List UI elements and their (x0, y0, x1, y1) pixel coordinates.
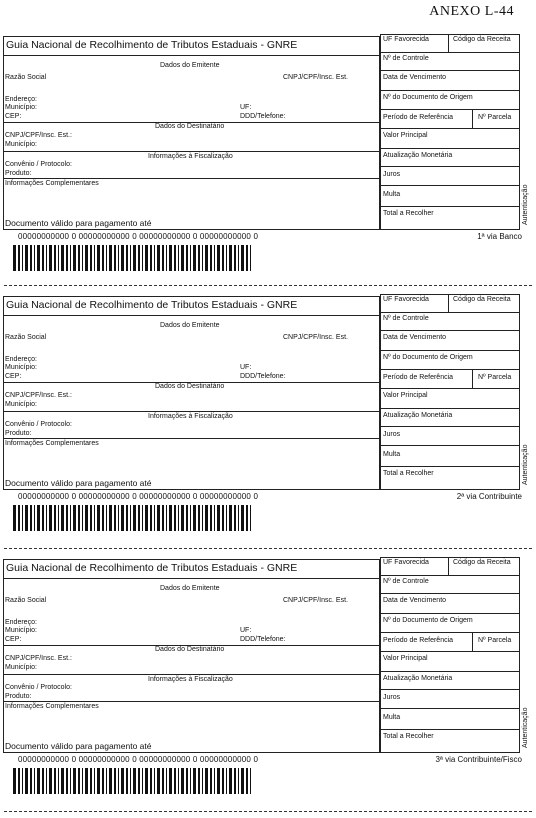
n-documento-origem-label: Nº do Documento de Origem (383, 617, 473, 624)
via-label: 1ª via Banco (477, 232, 522, 241)
autenticacao-label: Autenticação (522, 184, 529, 225)
data-vencimento-label: Data de Vencimento (383, 334, 447, 341)
uf-label: UF: (240, 364, 252, 371)
endereco-label: Endereço: (5, 356, 37, 363)
multa-label: Multa (383, 451, 401, 458)
cnpj-destinatario-label: CNPJ/CPF/Insc. Est.: (5, 132, 72, 139)
barcode (13, 505, 251, 531)
via-label: 2ª via Contribuinte (456, 492, 522, 501)
cnpj-emitente-label: CNPJ/CPF/Insc. Est. (283, 334, 348, 341)
form-title: Guia Nacional de Recolhimento de Tributos Estaduais - GNRE (6, 562, 298, 574)
valor-principal-label: Valor Principal (383, 655, 428, 662)
juros-label: Juros (383, 171, 401, 178)
juros-label: Juros (383, 694, 401, 701)
total-recolher-label: Total a Recolher (383, 733, 434, 740)
periodo-referencia-label: Período de Referência (383, 114, 454, 121)
gnre-copy-2 (0, 290, 536, 540)
dados-destinatario-label: Dados do Destinatário (155, 383, 225, 390)
uf-favorecida-label: UF Favorecida (383, 296, 429, 303)
data-vencimento-label: Data de Vencimento (383, 74, 447, 81)
juros-label: Juros (383, 431, 401, 438)
n-controle-label: Nº de Controle (383, 55, 429, 62)
ddd-telefone-label: DDD/Telefone: (240, 113, 286, 120)
cep-label: CEP: (5, 636, 22, 643)
n-controle-label: Nº de Controle (383, 315, 429, 322)
convenio-label: Convênio / Protocolo: (5, 421, 72, 428)
codigo-receita-label: Código da Receita (453, 559, 511, 566)
municipio-dest-label: Município: (5, 664, 37, 671)
atualizacao-monetaria-label: Atualização Monetária (383, 152, 453, 159)
produto-label: Produto: (5, 170, 32, 177)
dados-emitente-label: Dados do Emitente (160, 62, 220, 69)
periodo-referencia-label: Período de Referência (383, 374, 454, 381)
produto-label: Produto: (5, 693, 32, 700)
info-fiscalizacao-label: Informações à Fiscalização (148, 676, 233, 683)
form-title: Guia Nacional de Recolhimento de Tributos Estaduais - GNRE (6, 299, 298, 311)
info-fiscalizacao-label: Informações à Fiscalização (148, 153, 233, 160)
uf-label: UF: (240, 627, 252, 634)
ddd-telefone-label: DDD/Telefone: (240, 373, 286, 380)
documento-valido-label: Documento válido para pagamento até (5, 218, 152, 228)
multa-label: Multa (383, 191, 401, 198)
endereco-label: Endereço: (5, 619, 37, 626)
cnpj-destinatario-label: CNPJ/CPF/Insc. Est.: (5, 392, 72, 399)
info-complementares-label: Informações Complementares (5, 703, 99, 710)
cut-line (4, 811, 532, 812)
total-recolher-label: Total a Recolher (383, 210, 434, 217)
ddd-telefone-label: DDD/Telefone: (240, 636, 286, 643)
valor-principal-label: Valor Principal (383, 392, 428, 399)
codigo-receita-label: Código da Receita (453, 36, 511, 43)
n-parcela-label: Nº Parcela (478, 114, 512, 121)
uf-favorecida-label: UF Favorecida (383, 559, 429, 566)
valor-principal-label: Valor Principal (383, 132, 428, 139)
barcode-digits: 00000000000 0 00000000000 0 00000000000 0 00000000000 0 (18, 755, 259, 764)
dados-destinatario-label: Dados do Destinatário (155, 646, 225, 653)
dados-destinatario-label: Dados do Destinatário (155, 123, 225, 130)
barcode-digits: 00000000000 0 00000000000 0 00000000000 0 00000000000 0 (18, 232, 259, 241)
cut-line (4, 548, 532, 549)
documento-valido-label: Documento válido para pagamento até (5, 741, 152, 751)
uf-favorecida-label: UF Favorecida (383, 36, 429, 43)
codigo-receita-label: Código da Receita (453, 296, 511, 303)
dados-emitente-label: Dados do Emitente (160, 322, 220, 329)
gnre-copy-1 (0, 30, 536, 280)
n-parcela-label: Nº Parcela (478, 374, 512, 381)
cep-label: CEP: (5, 373, 22, 380)
data-vencimento-label: Data de Vencimento (383, 597, 447, 604)
multa-label: Multa (383, 714, 401, 721)
barcode (13, 768, 251, 794)
convenio-label: Convênio / Protocolo: (5, 684, 72, 691)
municipio-dest-label: Município: (5, 401, 37, 408)
atualizacao-monetaria-label: Atualização Monetária (383, 675, 453, 682)
municipio-label: Município: (5, 104, 37, 111)
cep-label: CEP: (5, 113, 22, 120)
uf-label: UF: (240, 104, 252, 111)
convenio-label: Convênio / Protocolo: (5, 161, 72, 168)
razao-social-label: Razão Social (5, 334, 47, 341)
n-controle-label: Nº de Controle (383, 578, 429, 585)
barcode (13, 245, 251, 271)
dados-emitente-label: Dados do Emitente (160, 585, 220, 592)
periodo-referencia-label: Período de Referência (383, 637, 454, 644)
razao-social-label: Razão Social (5, 597, 47, 604)
n-documento-origem-label: Nº do Documento de Origem (383, 354, 473, 361)
via-label: 3ª via Contribuinte/Fisco (435, 755, 522, 764)
cnpj-emitente-label: CNPJ/CPF/Insc. Est. (283, 597, 348, 604)
n-parcela-label: Nº Parcela (478, 637, 512, 644)
barcode-digits: 00000000000 0 00000000000 0 00000000000 0 00000000000 0 (18, 492, 259, 501)
produto-label: Produto: (5, 430, 32, 437)
autenticacao-label: Autenticação (522, 444, 529, 485)
municipio-dest-label: Município: (5, 141, 37, 148)
info-complementares-label: Informações Complementares (5, 180, 99, 187)
annex-title: ANEXO L-44 (429, 4, 514, 19)
municipio-label: Município: (5, 364, 37, 371)
info-fiscalizacao-label: Informações à Fiscalização (148, 413, 233, 420)
form-title: Guia Nacional de Recolhimento de Tributos Estaduais - GNRE (6, 39, 298, 51)
razao-social-label: Razão Social (5, 74, 47, 81)
autenticacao-label: Autenticação (522, 707, 529, 748)
cnpj-destinatario-label: CNPJ/CPF/Insc. Est.: (5, 655, 72, 662)
total-recolher-label: Total a Recolher (383, 470, 434, 477)
cut-line (4, 285, 532, 286)
endereco-label: Endereço: (5, 96, 37, 103)
atualizacao-monetaria-label: Atualização Monetária (383, 412, 453, 419)
gnre-copy-3 (0, 553, 536, 803)
documento-valido-label: Documento válido para pagamento até (5, 478, 152, 488)
cnpj-emitente-label: CNPJ/CPF/Insc. Est. (283, 74, 348, 81)
info-complementares-label: Informações Complementares (5, 440, 99, 447)
municipio-label: Município: (5, 627, 37, 634)
n-documento-origem-label: Nº do Documento de Origem (383, 94, 473, 101)
